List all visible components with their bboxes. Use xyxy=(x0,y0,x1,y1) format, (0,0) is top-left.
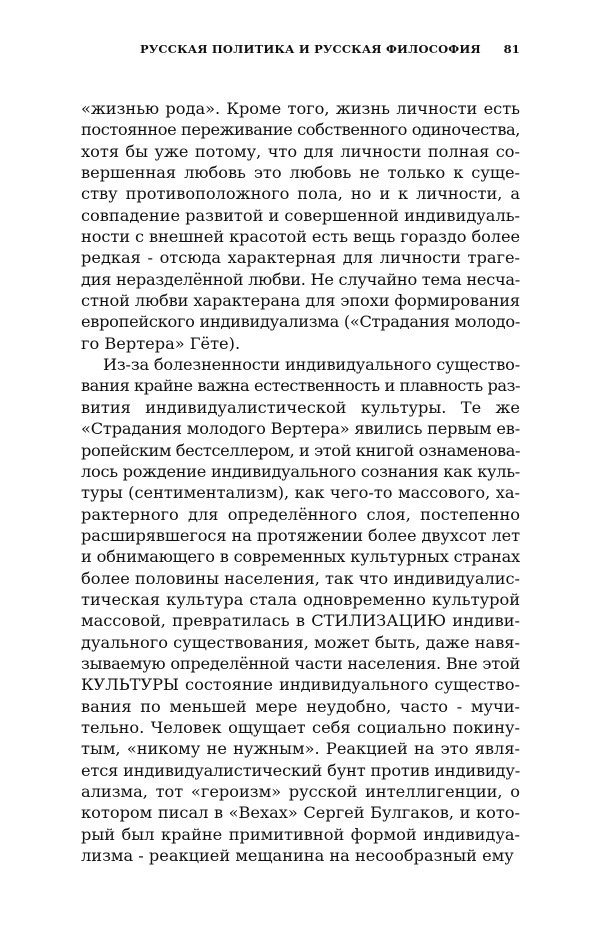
text-line: вания по меньшей мере неудобно, часто - мучи- xyxy=(81,696,520,716)
running-title: РУССКАЯ ПОЛИТИКА И РУССКАЯ ФИЛОСОФИЯ xyxy=(140,42,481,56)
text-line: туры (сентиментализм), как чего-то массового, ха- xyxy=(81,483,520,503)
text-line: вания крайне важна естественность и плавность раз- xyxy=(81,376,520,396)
text-line: «жизнью рода». Кроме того, жизнь личности есть xyxy=(81,99,520,118)
text-line: вития индивидуалистической культуры. Те же xyxy=(81,397,520,417)
text-line: Из-за болезненности индивидуального существо- xyxy=(103,355,520,375)
text-line: европейского индивидуализма («Страдания молодо- xyxy=(81,312,520,332)
text-line: массовой, превратилась в СТИЛИЗАЦИЮ индиви- xyxy=(81,611,520,631)
text-line: совпадение развитой и совершенной индивидуаль- xyxy=(81,205,520,225)
text-line: стной любви характерана для эпохи формирования xyxy=(81,291,520,311)
paragraph xyxy=(81,354,520,866)
text-line: постоянное переживание собственного одиночества, xyxy=(81,120,520,140)
text-line: вершенная любовь это любовь не только к суще- xyxy=(81,163,520,183)
text-line: тельно. Человек ощущает себя социально покину- xyxy=(81,717,520,737)
text-line: рый был крайне примитивной формой индивидуа- xyxy=(81,824,520,844)
text-line: ется индивидуалистический бунт против индивиду- xyxy=(81,760,520,780)
text-line: редкая - отсюда характерная для личности траге- xyxy=(81,248,520,268)
text-line: тым, «никому не нужным». Реакцией на это явля- xyxy=(81,739,520,759)
text-line: рактерного для определённого слоя, постепенно xyxy=(81,504,520,524)
text-line: более половины населения, так что индивидуалис- xyxy=(81,568,520,588)
page-body xyxy=(81,98,520,866)
text-line: дия неразделённой любви. Не случайно тема несча- xyxy=(81,269,520,289)
text-line: ализма, тот «героизм» русской интеллигенции, о xyxy=(81,782,520,801)
text-line: лизма - реакцией мещанина на несообразный ему xyxy=(81,846,514,866)
text-line: лось рождение индивидуального сознания как куль- xyxy=(81,461,520,481)
running-header xyxy=(140,42,520,62)
paragraph xyxy=(81,98,520,354)
page-number: 81 xyxy=(503,42,520,56)
text-line: расширявшегося на протяжении более двухсот лет xyxy=(81,525,520,545)
text-line: ности с внешней красотой есть вещь гораздо более xyxy=(81,227,520,247)
text-line: ропейским бестселлером, и этой книгой ознаменова- xyxy=(81,440,520,460)
text-line: ству противоположного пола, но и к личности, а xyxy=(81,184,520,204)
text-line: и обнимающего в современных культурных странах xyxy=(81,547,520,567)
text-line: тическая культура стала одновременно культурой xyxy=(81,589,520,609)
text-line: дуального существования, может быть, даже навя- xyxy=(81,632,520,652)
text-line: котором писал в «Вехах» Сергей Булгаков, и кото- xyxy=(81,803,520,823)
text-line: зываемую определённой части населения. Вне этой xyxy=(81,653,520,673)
text-line: КУЛЬТУРЫ состояние индивидуального существо- xyxy=(81,675,520,695)
text-line: хотя бы уже потому, что для личности полная со- xyxy=(81,141,520,161)
text-line: «Страдания молодого Вертера» явились первым ев- xyxy=(81,419,520,439)
text-line: го Вертера» Гёте). xyxy=(81,333,241,353)
